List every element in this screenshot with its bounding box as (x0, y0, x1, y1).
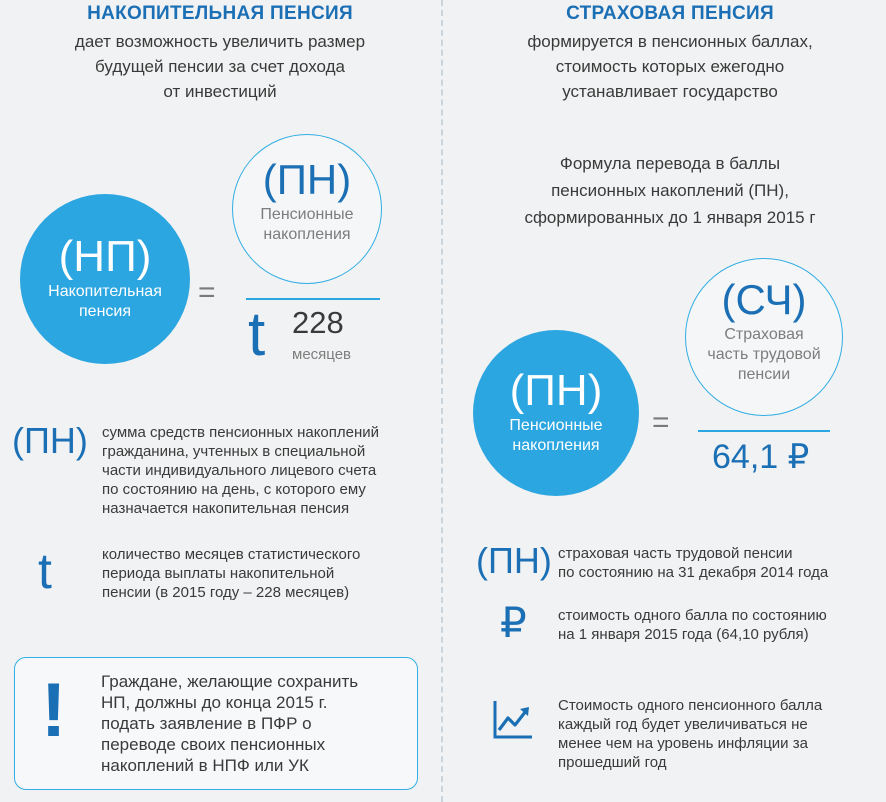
pn-symbol: (ПН) (509, 366, 603, 415)
legend-line: на 1 января 2015 года (64,10 рубля) (558, 626, 809, 643)
legend-line: по состоянию на 31 декабря 2014 года (558, 564, 829, 581)
t-unit: месяцев (292, 346, 352, 363)
pn-circle-left (232, 134, 382, 284)
formula-line: пенсионных накоплений (ПН), (551, 181, 789, 200)
formula-line: Формула перевода в баллы (559, 154, 781, 173)
notice-line: Граждане, желающие сохранить (101, 672, 359, 691)
pn-label: накопления (263, 226, 351, 243)
np-symbol: (НП) (58, 232, 152, 281)
left-subtitle-line: будущей пенсии за счет дохода (95, 57, 345, 76)
notice-line: подать заявление в ПФР о (101, 714, 312, 733)
sch-label: часть трудовой (707, 346, 821, 363)
left-subtitle-line: дает возможность увеличить размер (74, 32, 366, 51)
np-label: Накопительная (48, 283, 162, 300)
legend-pn-text (102, 423, 432, 518)
notice-line: накоплений в НПФ или УК (101, 756, 309, 775)
legend-t-symbol: t (38, 543, 52, 599)
np-label: пенсия (79, 303, 131, 320)
right-subtitle-line: стоимость которых ежегодно (555, 57, 785, 76)
legend-line: гражданина, учтенных в специальной (102, 443, 366, 460)
pn-label: Пенсионные (260, 206, 354, 223)
legend-line: назначается накопительная пенсия (102, 500, 350, 517)
legend-t-text (102, 545, 432, 602)
notice-text (101, 671, 411, 776)
notice-box (14, 657, 418, 790)
notice-line: переводе своих пенсионных (101, 735, 326, 754)
pn-label: Пенсионные (509, 417, 603, 434)
legend-growth-text (558, 696, 878, 772)
pn-symbol: (ПН) (262, 156, 352, 203)
legend-ruble-text (558, 606, 878, 644)
right-subtitle (466, 29, 874, 104)
t-value: 228 (292, 305, 344, 340)
right-subtitle-line: формируется в пенсионных баллах, (527, 32, 813, 51)
pn-circle-right (473, 330, 639, 496)
equals-sign-left: = (198, 276, 216, 309)
legend-line: каждый год будет увеличиваться не (558, 716, 808, 733)
column-divider (441, 0, 443, 802)
legend-pn-symbol: (ПН) (12, 420, 88, 461)
left-subtitle-line: от инвестиций (163, 82, 277, 101)
sch-symbol: (СЧ) (721, 276, 807, 323)
sch-circle (685, 258, 843, 416)
legend-line: стоимость одного балла по состоянию (558, 607, 827, 624)
np-circle (20, 194, 190, 364)
legend-line: количество месяцев статистического (102, 546, 361, 563)
legend-line: пенсии (в 2015 году – 228 месяцев) (102, 584, 350, 601)
legend-pn-symbol-right: (ПН) (476, 540, 552, 581)
pn-label: накопления (512, 437, 600, 454)
denominator-value: 64,1 ₽ (712, 438, 810, 476)
legend-line: части индивидуального лицевого счета (102, 462, 377, 479)
fraction-line-left (246, 298, 380, 300)
notice-line: НП, должны до конца 2015 г. (101, 693, 328, 712)
left-title: НАКОПИТЕЛЬНАЯ ПЕНСИЯ (87, 3, 353, 24)
formula-caption (466, 150, 874, 231)
chart-up-icon (492, 698, 534, 740)
formula-line: сформированных до 1 января 2015 г (524, 208, 816, 227)
exclamation-icon: ! (41, 668, 67, 753)
left-subtitle (20, 29, 420, 104)
legend-line: страховая часть трудовой пенсии (558, 545, 793, 562)
right-title: СТРАХОВАЯ ПЕНСИЯ (566, 3, 774, 24)
legend-line: менее чем на уровень инфляции за (558, 735, 808, 752)
legend-line: Стоимость одного пенсионного балла (558, 697, 823, 714)
legend-line: сумма средств пенсионных накоплений (102, 424, 380, 441)
legend-pn-text-right (558, 544, 878, 582)
legend-line: по состоянию на день, с которого ему (102, 481, 366, 498)
ruble-icon: ₽ (500, 599, 527, 646)
right-subtitle-line: устанавливает государство (562, 82, 778, 101)
sch-label: Страховая (724, 326, 804, 343)
legend-line: периода выплаты накопительной (102, 565, 335, 582)
t-symbol: t (248, 300, 266, 369)
fraction-line-right (698, 430, 830, 432)
sch-label: пенсии (737, 366, 791, 383)
equals-sign-right: = (652, 406, 670, 439)
legend-line: прошедший год (558, 754, 667, 771)
